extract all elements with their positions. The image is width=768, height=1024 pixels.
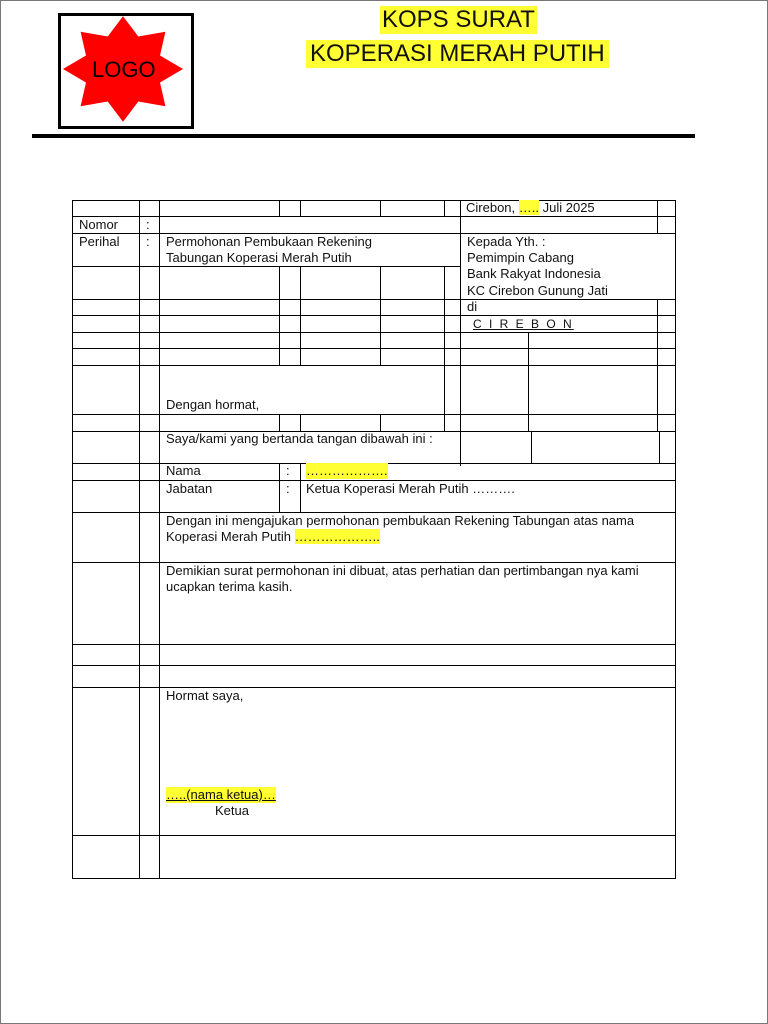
date-day-blank: ….. [518, 200, 539, 215]
date-month-year: Juli 2025 [542, 200, 595, 215]
date-city: Cirebon, [466, 200, 516, 215]
nomor-colon: : [146, 217, 150, 232]
kepada-label: Kepada Yth. : [467, 234, 546, 249]
nomor-label: Nomor [79, 217, 119, 232]
jabatan-colon: : [286, 481, 290, 496]
request-line-2 [166, 529, 380, 545]
letterhead-subtitle: KOPERASI MERAH PUTIH [306, 40, 609, 68]
request-name: Koperasi Merah Putih [166, 529, 292, 544]
di-label: di [467, 299, 478, 314]
perihal-line-1: Permohonan Pembukaan Rekening [166, 234, 372, 249]
recipient-city: C I R E B O N [473, 317, 574, 331]
signer-name: …..(nama ketua)… [166, 787, 276, 802]
letterhead-rule [32, 134, 695, 138]
signer-title: Ketua [215, 803, 249, 818]
perihal-label: Perihal [79, 234, 120, 249]
logo-text: LOGO [92, 57, 156, 82]
regards: Hormat saya, [166, 688, 244, 703]
letterhead-title: KOPS SURAT [382, 6, 535, 33]
perihal-line-2: Tabungan Koperasi Merah Putih [166, 250, 352, 265]
request-line-1: Dengan ini mengajukan permohonan pembukaan Rekening Tabungan atas nama [166, 513, 635, 528]
recipient-line-1: Pemimpin Cabang [467, 250, 574, 265]
nama-label: Nama [166, 463, 201, 478]
closing-line-1: Demikian surat permohonan ini dibuat, atas perhatian dan pertimbangan nya kami [166, 563, 639, 578]
intro-text: Saya/kami yang bertanda tangan dibawah ini : [166, 431, 433, 446]
jabatan-label: Jabatan [166, 481, 213, 496]
recipient-line-3: KC Cirebon Gunung Jati [467, 283, 608, 298]
nama-colon: : [286, 463, 290, 478]
recipient-line-2: Bank Rakyat Indonesia [467, 266, 601, 281]
jabatan-value: Ketua Koperasi Merah Putih ………. [306, 481, 515, 496]
closing-line-2: ucapkan terima kasih. [166, 579, 293, 594]
greeting: Dengan hormat, [166, 397, 260, 412]
date-line [466, 200, 595, 216]
request-blank: ……………….. [294, 529, 380, 544]
nama-value: ………………. [306, 463, 388, 478]
perihal-colon: : [146, 234, 150, 249]
